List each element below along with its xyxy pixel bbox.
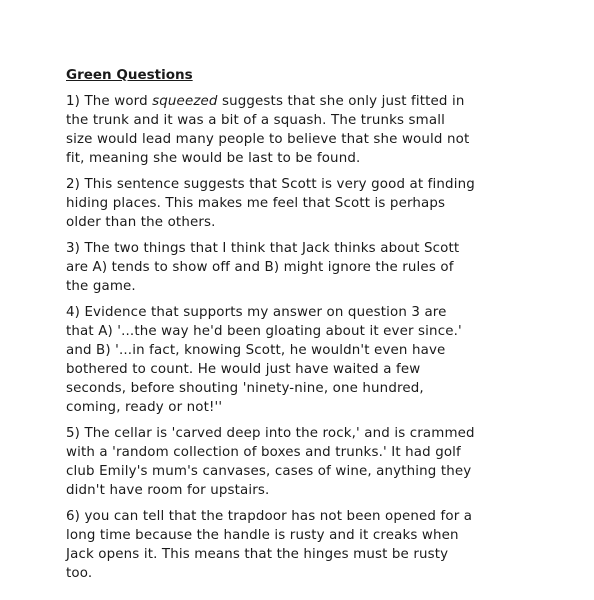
- answer-line: [66, 92, 566, 111]
- answer-line: too.: [66, 566, 93, 581]
- answer-line: fit, meaning she would be last to be found.: [66, 151, 361, 166]
- answer-line: hiding places. This makes me feel that Scott is perhaps: [66, 196, 446, 211]
- answer-line: bothered to count. He would just have waited a few: [66, 362, 421, 377]
- answer-line: and B) '...in fact, knowing Scott, he wouldn't even have: [66, 343, 446, 358]
- answer-line: seconds, before shouting 'ninety-nine, one hundred,: [66, 381, 424, 396]
- answers-list: [66, 92, 566, 583]
- worksheet-page: [66, 66, 566, 590]
- answer-line: that A) '...the way he'd been gloating about it ever since.': [66, 324, 462, 339]
- answer-3: [66, 239, 566, 296]
- answer-line: with a 'random collection of boxes and trunks.' It had golf: [66, 445, 461, 460]
- answer-line: long time because the handle is rusty and it creaks when: [66, 528, 459, 543]
- answer-4: [66, 303, 566, 417]
- answer-5: [66, 424, 566, 500]
- answer-text: 1) The word: [66, 94, 153, 109]
- answer-line: coming, ready or not!'': [66, 400, 223, 415]
- answer-2: [66, 175, 566, 232]
- answer-line: 4) Evidence that supports my answer on question 3 are: [66, 305, 447, 320]
- answer-line: size would lead many people to believe that she would not: [66, 132, 470, 147]
- answer-line: 3) The two things that I think that Jack thinks about Scott: [66, 241, 460, 256]
- answer-1: [66, 92, 566, 168]
- answer-line: the game.: [66, 279, 136, 294]
- answer-line: 6) you can tell that the trapdoor has not been opened for a: [66, 509, 473, 524]
- emphasized-word: squeezed: [152, 94, 218, 109]
- answer-line: Jack opens it. This means that the hinges must be rusty: [66, 547, 449, 562]
- answer-line: didn't have room for upstairs.: [66, 483, 270, 498]
- answer-line: 5) The cellar is 'carved deep into the rock,' and is crammed: [66, 426, 475, 441]
- page-title: Green Questions: [66, 67, 193, 83]
- answer-text: suggests that she only just fitted in: [217, 94, 465, 109]
- answer-line: club Emily's mum's canvases, cases of wine, anything they: [66, 464, 472, 479]
- answer-6: [66, 507, 566, 583]
- answer-line: 2) This sentence suggests that Scott is very good at finding: [66, 177, 475, 192]
- answer-line: the trunk and it was a bit of a squash. The trunks small: [66, 113, 445, 128]
- answer-line: older than the others.: [66, 215, 216, 230]
- answer-line: are A) tends to show off and B) might ignore the rules of: [66, 260, 454, 275]
